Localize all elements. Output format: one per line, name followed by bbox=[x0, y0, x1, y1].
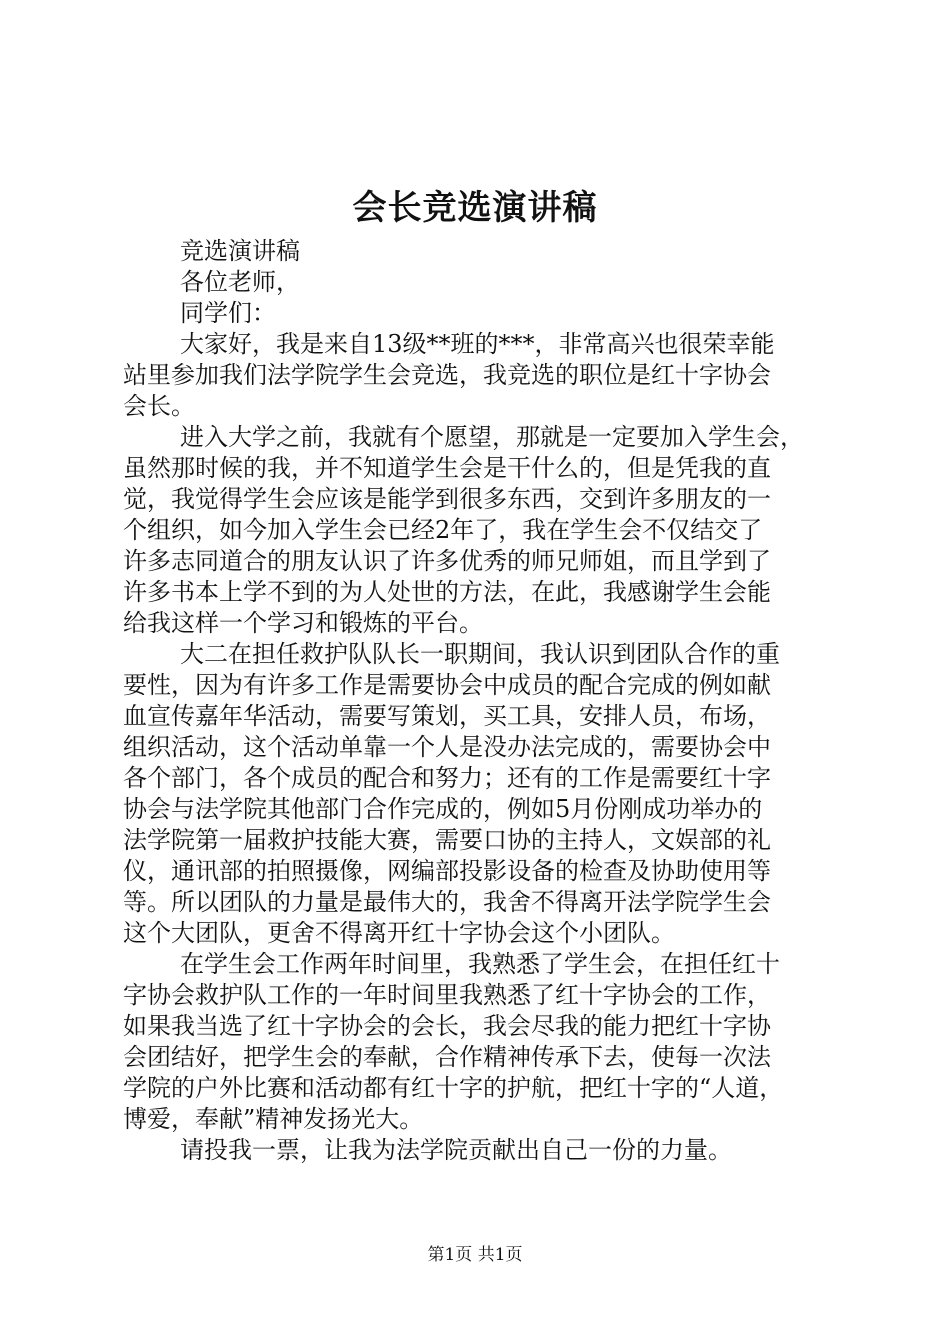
text-line: 觉，我觉得学生会应该是能学到很多东西，交到许多朋友的一 bbox=[123, 485, 771, 513]
text-line: 等。所以团队的力量是最伟大的，我舍不得离开法学院学生会 bbox=[123, 888, 771, 916]
text-line: 协会与法学院其他部门合作完成的，例如5月份刚成功举办的 bbox=[123, 795, 763, 823]
text-line: 会团结好，把学生会的奉献，合作精神传承下去，使每一次法 bbox=[123, 1043, 771, 1071]
document-body bbox=[123, 236, 837, 1166]
text-line: 博爱，奉献”精神发扬光大。 bbox=[123, 1105, 424, 1133]
text-line: 大二在担任救护队队长一职期间，我认识到团队合作的重 bbox=[180, 640, 780, 668]
text-line: 许多志同道合的朋友认识了许多优秀的师兄师姐，而且学到了 bbox=[123, 547, 771, 575]
text-line: 这个大团队，更舍不得离开红十字协会这个小团队。 bbox=[123, 919, 675, 947]
text-line: 法学院第一届救护技能大赛，需要口协的主持人，文娱部的礼 bbox=[123, 826, 771, 854]
text-line: 在学生会工作两年时间里，我熟悉了学生会，在担任红十 bbox=[180, 950, 780, 978]
text-line: 请投我一票，让我为法学院贡献出自己一份的力量。 bbox=[180, 1136, 732, 1164]
text-line: 组织活动，这个活动单靠一个人是没办法完成的，需要协会中 bbox=[123, 733, 771, 761]
text-line: 许多书本上学不到的为人处世的方法，在此，我感谢学生会能 bbox=[123, 578, 771, 606]
text-line: 各个部门，各个成员的配合和努力；还有的工作是需要红十字 bbox=[123, 764, 771, 792]
text-line: 大家好，我是来自13级**班的***，非常高兴也很荣幸能 bbox=[180, 330, 775, 358]
text-line: 给我这样一个学习和锻炼的平台。 bbox=[123, 609, 483, 637]
text-line: 同学们： bbox=[180, 299, 276, 327]
text-line: 血宣传嘉年华活动，需要写策划，买工具，安排人员，布场， bbox=[123, 702, 771, 730]
text-line: 字协会救护队工作的一年时间里我熟悉了红十字协会的工作， bbox=[123, 981, 771, 1009]
text-line: 个组织，如今加入学生会已经2年了，我在学生会不仅结交了 bbox=[123, 516, 763, 544]
document-title: 会长竞选演讲稿 bbox=[352, 188, 598, 228]
text-line: 各位老师， bbox=[180, 268, 300, 296]
text-line: 进入大学之前，我就有个愿望，那就是一定要加入学生会， bbox=[180, 423, 804, 451]
text-line: 会长。 bbox=[123, 392, 195, 420]
page-footer: 第1页 共1页 bbox=[427, 1245, 523, 1265]
text-line: 虽然那时候的我，并不知道学生会是干什么的，但是凭我的直 bbox=[123, 454, 771, 482]
text-line: 站里参加我们法学院学生会竞选，我竞选的职位是红十字协会 bbox=[123, 361, 771, 389]
text-line: 如果我当选了红十字协会的会长，我会尽我的能力把红十字协 bbox=[123, 1012, 771, 1040]
text-line: 学院的户外比赛和活动都有红十字的护航，把红十字的“人道， bbox=[123, 1074, 784, 1102]
text-line: 要性，因为有许多工作是需要协会中成员的配合完成的例如献 bbox=[123, 671, 771, 699]
text-line: 竞选演讲稿 bbox=[180, 237, 300, 265]
text-line: 仪，通讯部的拍照摄像，网编部投影设备的检查及协助使用等 bbox=[123, 857, 771, 885]
